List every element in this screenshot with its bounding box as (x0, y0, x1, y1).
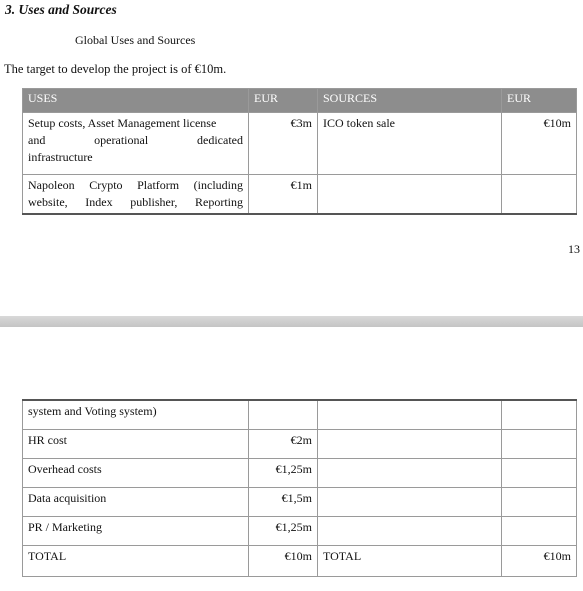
table-total-row (23, 545, 577, 576)
total-uses-amount: €10m (249, 545, 318, 576)
table-row (23, 429, 577, 458)
table-row (23, 400, 577, 429)
source-cell (318, 429, 502, 458)
header-eur: EUR (502, 89, 577, 113)
table-caption: Global Uses and Sources (75, 33, 196, 47)
table-row (23, 113, 577, 175)
table-row (23, 487, 577, 516)
total-sources-amount: €10m (502, 545, 577, 576)
use-cell: HR cost (23, 429, 249, 458)
use-line: website, Index publisher, Reporting (28, 195, 243, 209)
source-cell (318, 516, 502, 545)
section-heading: 3. Uses and Sources (5, 2, 117, 17)
header-sources: SOURCES (318, 89, 502, 113)
use-amount: €1,25m (249, 458, 318, 487)
source-cell (318, 458, 502, 487)
uses-sources-table-page1 (22, 88, 577, 215)
use-line: infrastructure (28, 150, 93, 164)
use-line: Setup costs, Asset Management license (28, 116, 217, 130)
table-row (23, 175, 577, 215)
use-line: Napoleon Crypto Platform (including (28, 178, 243, 192)
source-amount (502, 487, 577, 516)
source-cell (318, 487, 502, 516)
header-eur: EUR (249, 89, 318, 113)
use-amount: €1,25m (249, 516, 318, 545)
use-amount: €2m (249, 429, 318, 458)
use-cell (23, 113, 249, 175)
header-uses: USES (23, 89, 249, 113)
source-cell (318, 175, 502, 215)
intro-paragraph: The target to develop the project is of €10m. (4, 62, 227, 76)
use-cell: PR / Marketing (23, 516, 249, 545)
source-amount (502, 458, 577, 487)
use-amount: €1,5m (249, 487, 318, 516)
source-amount (502, 400, 577, 429)
use-amount: €1m (249, 175, 318, 215)
uses-sources-table-page2 (22, 399, 577, 577)
use-cell (23, 175, 249, 215)
page-break-divider (0, 316, 583, 327)
use-line: and operational dedicated (28, 133, 243, 147)
use-amount: €3m (249, 113, 318, 175)
source-amount: €10m (502, 113, 577, 175)
source-amount (502, 516, 577, 545)
table-row (23, 516, 577, 545)
table-header-row (23, 89, 577, 113)
use-amount (249, 400, 318, 429)
use-cell: Overhead costs (23, 458, 249, 487)
use-cell: Data acquisition (23, 487, 249, 516)
total-sources-label: TOTAL (318, 545, 502, 576)
total-label: TOTAL (23, 545, 249, 576)
source-amount (502, 429, 577, 458)
page-number: 13 (568, 242, 580, 256)
source-cell (318, 400, 502, 429)
use-cell: system and Voting system) (23, 400, 249, 429)
source-cell: ICO token sale (318, 113, 502, 175)
source-amount (502, 175, 577, 215)
table-row (23, 458, 577, 487)
